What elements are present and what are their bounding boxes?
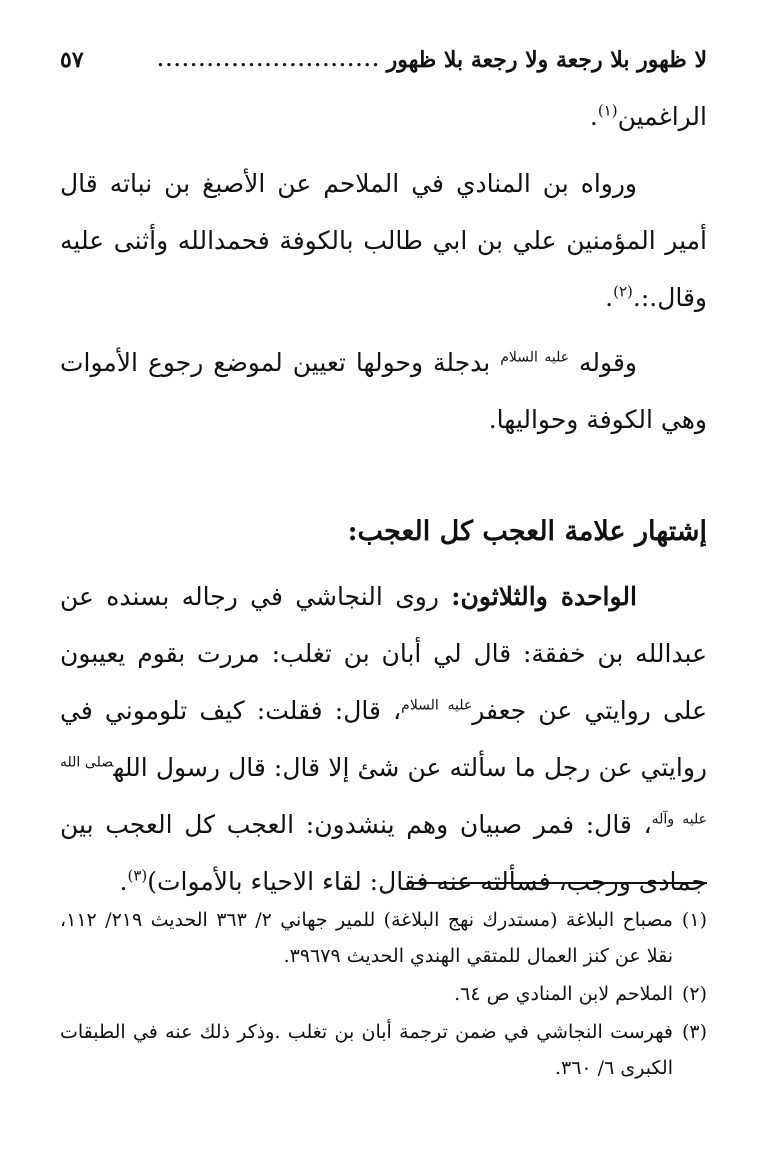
paragraph-dijla: وقوله $^{عليه السلام}$ بدجلة وحولها تعيين لموضع رجوع الأموات وهي الكوفة وحواليها.: [60, 348, 707, 434]
item-label: الواحدة والثلاثون:: [451, 582, 637, 611]
footnote-2: (٢)الملاحم لابن المنادي ص ٦٤.: [454, 983, 707, 1005]
body-text: [60, 88, 707, 910]
footnote-3: (٣)فهرست النجاشي في ضمن ترجمة أبان بن تغلب .وذكر ذلك عنه في الطبقات الكبرى ٦/ ٣٦٠.: [60, 1021, 707, 1079]
honorific-symbol: عليه السلام: [500, 349, 570, 366]
paragraph-continuation: الراغمين$^{(١)}$.: [589, 101, 707, 131]
footnote-ref-3: (٣): [127, 866, 148, 885]
running-header: [60, 40, 707, 80]
footnote-1: (١)مصباح البلاغة (مستدرك نهج البلاغة) للمير جهاني ٢/ ٣٦٣ الحديث ٢١٩/ ١١٢، نقلا عن كنز العمال للمتقي الهندي الحديث ٣٩٦٧٩.: [60, 909, 707, 967]
section-heading: إشتهار علامة العجب كل العجب:: [347, 516, 707, 547]
footnote-separator: [407, 882, 707, 884]
header-leader-dots: ...........................: [157, 49, 381, 71]
paragraph-ibn-munadi: ورواه بن المنادي في الملاحم عن الأصبغ بن نباته قال أمير المؤمنين علي بن ابي طالب بالكوفة فحمدالله وأثنى عليه وقال.:.$^{(٢)}$.: [60, 169, 707, 312]
paragraph-thirty-first: الواحدة والثلاثون: روى النجاشي في رجاله بسنده عن عبدالله بن خفقة: قال لي أبان بن تغلب: مررت بقوم يعيبون على روايتي عن جعفر$^{عليه السلام}$، قال: فقلت: كيف تلوموني في روايتي عن رجل ما سألته عن شئ إلا قال: قال رسول الله$^{صلى الله عليه وآله}$، قال: فمر صبيان وهم ينشدون: العجب كل العجب بين جمادى ورجب، فسألته عنه فقال: لقاء الاحياء بالأموات)$^{(٣)}$.: [60, 582, 707, 896]
footnote-ref-2: (٢): [613, 282, 633, 301]
footnotes: [60, 902, 707, 1088]
honorific-symbol: عليه السلام: [401, 697, 473, 714]
footnote-ref-1: (١): [597, 101, 618, 120]
page-number: ٥٧: [60, 47, 84, 73]
running-title: لا ظهور بلا رجعة ولا رجعة بلا ظهور: [386, 47, 707, 73]
book-page: [60, 0, 707, 1161]
honorific-symbol: صلى الله عليه وآله: [60, 754, 707, 828]
